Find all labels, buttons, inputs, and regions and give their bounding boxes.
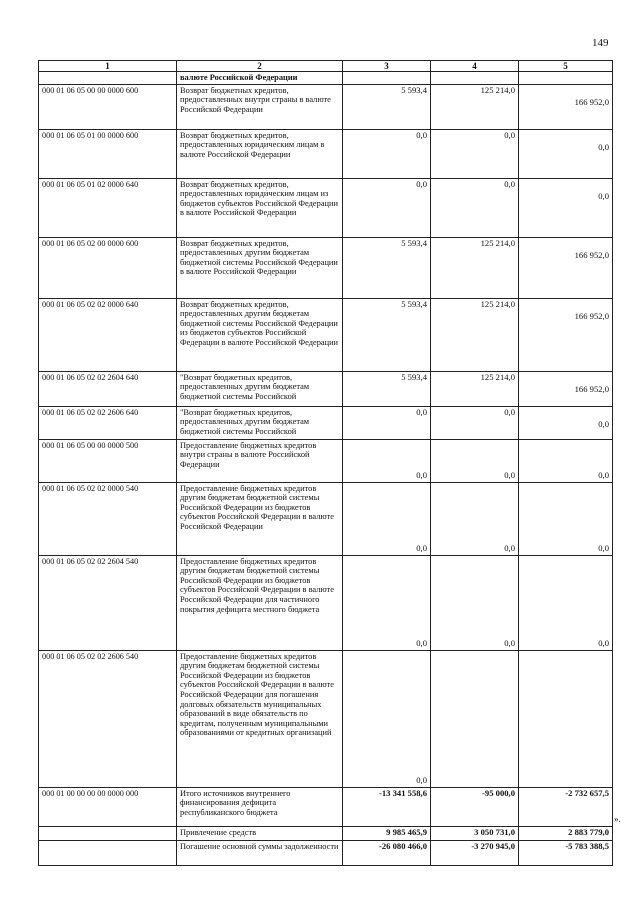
budget-item-name: Предоставление бюджетных кредитов внутри страны в валюте Российской Федерации xyxy=(177,439,343,482)
value-col-4: 125 214,0 xyxy=(431,237,519,298)
budget-item-name: Возврат бюджетных кредитов, предоставленных внутри страны в валюте Российской Федерации xyxy=(177,84,343,129)
table-row xyxy=(39,787,613,826)
value-col-4: 0,0 xyxy=(431,439,519,482)
code-cell xyxy=(39,72,177,85)
column-header-4: 4 xyxy=(431,61,519,72)
continued-name-fragment: валюте Российской Федерации xyxy=(177,72,343,85)
value-col-3: 5 593,4 xyxy=(343,371,431,406)
value-col-4: 125 214,0 xyxy=(431,298,519,371)
value-col-3: 0,0 xyxy=(343,650,431,787)
column-header-3: 3 xyxy=(343,61,431,72)
value-col-5 xyxy=(519,72,613,85)
value-col-4: 0,0 xyxy=(431,555,519,650)
budget-code: 000 01 06 05 01 02 0000 640 xyxy=(39,178,177,237)
budget-code: 000 01 06 05 02 02 2604 540 xyxy=(39,555,177,650)
budget-item-name: Предоставление бюджетных кредитов другим бюджетам бюджетной системы Российской Федерации из бюджетов субъектов Российской Федерации в валюте Российской Федерации для погашения долговых обязательств муниципальных образований в виде обязательств по кредитам, полученным муниципальными образованиями от кредитных организаций xyxy=(177,650,343,787)
table-row xyxy=(39,371,613,406)
value-col-4 xyxy=(431,72,519,85)
budget-code: 000 01 06 05 02 02 2604 640 xyxy=(39,371,177,406)
value-col-3: 5 593,4 xyxy=(343,298,431,371)
value-col-3: -26 080 466,0 xyxy=(343,840,431,865)
value-col-3: 0,0 xyxy=(343,178,431,237)
table-header xyxy=(39,61,613,72)
value-col-4: 0,0 xyxy=(431,406,519,439)
value-col-3: 5 593,4 xyxy=(343,237,431,298)
budget-item-name: Привлечение средств xyxy=(177,826,343,840)
budget-code: 000 01 06 05 00 00 0000 600 xyxy=(39,84,177,129)
budget-item-name: Погашение основной суммы задолженности xyxy=(177,840,343,865)
value-col-4: 125 214,0 xyxy=(431,84,519,129)
value-col-5: 0,0 xyxy=(519,129,613,178)
budget-item-name: Итого источников внутреннего финансирования дефицита республиканского бюджета xyxy=(177,787,343,826)
value-col-5: 166 952,0 xyxy=(519,237,613,298)
value-col-4: 0,0 xyxy=(431,178,519,237)
budget-item-name: Возврат бюджетных кредитов, предоставленных другим бюджетам бюджетной системы Российской Федерации из бюджетов субъектов Российской Федерации в валюте Российской Федерации xyxy=(177,298,343,371)
budget-item-name: "Возврат бюджетных кредитов, предоставленных другим бюджетам бюджетной системы Российской xyxy=(177,371,343,406)
budget-item-name: Возврат бюджетных кредитов, предоставленных юридическим лицам из бюджетов субъектов Российской Федерации в валюте Российской Федерации xyxy=(177,178,343,237)
budget-table xyxy=(38,60,613,866)
column-header-2: 2 xyxy=(177,61,343,72)
budget-code: 000 01 06 05 02 02 0000 640 xyxy=(39,298,177,371)
closing-quote-mark: ». xyxy=(614,814,621,824)
value-col-4: -3 270 945,0 xyxy=(431,840,519,865)
value-col-3: 0,0 xyxy=(343,129,431,178)
value-col-4 xyxy=(431,650,519,787)
value-col-5: 0,0 xyxy=(519,555,613,650)
budget-code xyxy=(39,840,177,865)
budget-code: 000 01 06 05 02 00 0000 600 xyxy=(39,237,177,298)
table-row xyxy=(39,84,613,129)
table-row xyxy=(39,555,613,650)
table-body xyxy=(39,72,613,866)
continuation-row xyxy=(39,72,613,85)
value-col-3 xyxy=(343,72,431,85)
budget-item-name: Предоставление бюджетных кредитов другим бюджетам бюджетной системы Российской Федерации из бюджетов субъектов Российской Федерации в валюте Российской Федерации xyxy=(177,482,343,555)
budget-item-name: Предоставление бюджетных кредитов другим бюджетам бюджетной системы Российской Федерации из бюджетов субъектов Российской Федерации в валюте Российской Федерации для частичного покрытия дефицита местного бюджета xyxy=(177,555,343,650)
column-header-5: 5 xyxy=(519,61,613,72)
value-col-4: 3 050 731,0 xyxy=(431,826,519,840)
budget-code: 000 01 06 05 02 02 0000 540 xyxy=(39,482,177,555)
table-row xyxy=(39,298,613,371)
budget-code: 000 01 06 05 02 02 2606 540 xyxy=(39,650,177,787)
value-col-5: 0,0 xyxy=(519,482,613,555)
column-header-1: 1 xyxy=(39,61,177,72)
value-col-3: 0,0 xyxy=(343,482,431,555)
value-col-5: 166 952,0 xyxy=(519,371,613,406)
budget-item-name: "Возврат бюджетных кредитов, предоставленных другим бюджетам бюджетной системы Российской xyxy=(177,406,343,439)
value-col-5: 2 883 779,0 xyxy=(519,826,613,840)
table-row xyxy=(39,840,613,865)
value-col-4: 125 214,0 xyxy=(431,371,519,406)
table-row xyxy=(39,406,613,439)
value-col-5: 166 952,0 xyxy=(519,298,613,371)
value-col-5: 0,0 xyxy=(519,439,613,482)
value-col-5: -2 732 657,5 xyxy=(519,787,613,826)
value-col-5: 166 952,0 xyxy=(519,84,613,129)
budget-code: 000 01 06 05 02 02 2606 640 xyxy=(39,406,177,439)
table-row xyxy=(39,482,613,555)
value-col-3: 5 593,4 xyxy=(343,84,431,129)
value-col-5 xyxy=(519,650,613,787)
table-row xyxy=(39,650,613,787)
value-col-5: 0,0 xyxy=(519,178,613,237)
value-col-4: -95 000,0 xyxy=(431,787,519,826)
value-col-4: 0,0 xyxy=(431,482,519,555)
page-number: 149 xyxy=(592,37,609,49)
budget-code: 000 01 00 00 00 00 0000 000 xyxy=(39,787,177,826)
value-col-4: 0,0 xyxy=(431,129,519,178)
table-row xyxy=(39,439,613,482)
table-row xyxy=(39,237,613,298)
column-number-row xyxy=(39,61,613,72)
table-row xyxy=(39,826,613,840)
value-col-5: 0,0 xyxy=(519,406,613,439)
budget-item-name: Возврат бюджетных кредитов, предоставленных другим бюджетам бюджетной системы Российской Федерации в валюте Российской Федерации xyxy=(177,237,343,298)
value-col-5: -5 783 388,5 xyxy=(519,840,613,865)
value-col-3: 0,0 xyxy=(343,406,431,439)
value-col-3: 9 985 465,9 xyxy=(343,826,431,840)
budget-code xyxy=(39,826,177,840)
budget-item-name: Возврат бюджетных кредитов, предоставленных юридическим лицам в валюте Российской Федерации xyxy=(177,129,343,178)
table-row xyxy=(39,129,613,178)
value-col-3: 0,0 xyxy=(343,439,431,482)
table-row xyxy=(39,178,613,237)
value-col-3: 0,0 xyxy=(343,555,431,650)
value-col-3: -13 341 558,6 xyxy=(343,787,431,826)
budget-code: 000 01 06 05 01 00 0000 600 xyxy=(39,129,177,178)
budget-code: 000 01 06 05 00 00 0000 500 xyxy=(39,439,177,482)
